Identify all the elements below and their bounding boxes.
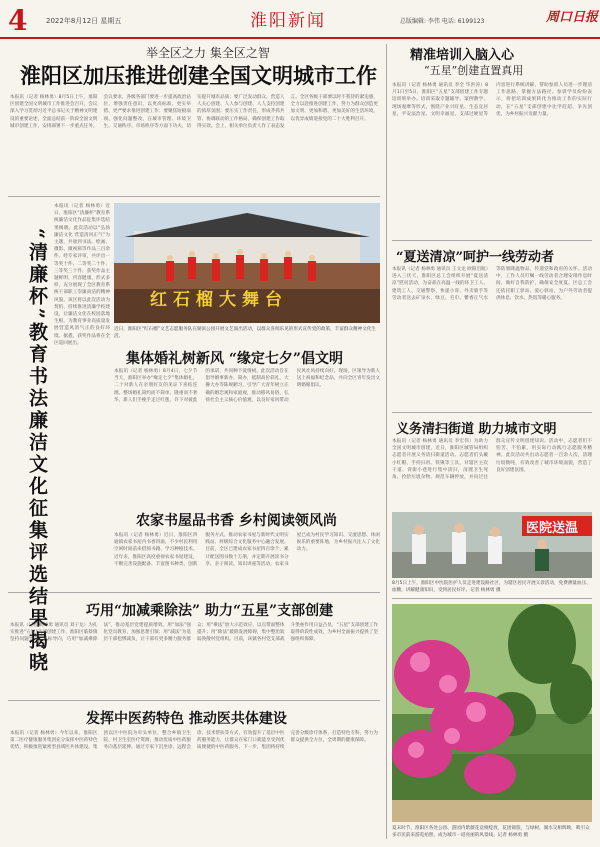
tcm-headline: 发挥中医药特色 推动医共体建设	[86, 711, 287, 727]
volunteer-divider	[392, 598, 592, 599]
summer-headline: “夏送清凉”呵护一线劳动者	[396, 250, 554, 265]
date-line: 2022年8月12日 星期五	[46, 17, 122, 25]
garden-photo	[392, 604, 592, 822]
party-headline: 巧用“加减乘除法” 助力“五星”支部创建	[86, 603, 334, 619]
right-column-divider	[386, 44, 387, 839]
garden-photo-art	[392, 604, 592, 822]
editors-line: 总版编辑: 李伟 电话: 6199123	[400, 18, 485, 25]
lead-body: 本报讯（记者 杨林勇）8月5日上午，淮阳区创建全国文明城市工作推进会召开。会议深入学习贯彻习近平总书记关于精神文明建设的重要论述，全面总结前一阶段全国文明城市创建工作，安排部署下一步重点任务。会议要求，各级各部门要进一步提高政治站位，增强责任意识，以更高标准、更实举措、更严要求推进创建工作；要聚焦短板弱项，强化问题整改，在城市管理、环境卫生、交通秩序、市场秩序等方面下功夫，切实提升城市品质；要广泛发动群众，营造人人关心创建、人人参与创建、人人支持创建的浓厚氛围；要压实工作责任，形成齐抓共管、协调联动的工作格局，确保创建工作取得实效。会上，相关单位负责人作了表态发言。全区各级干部要以时不我待的紧迫感，全力以赴推进创建工作，努力为群众创造更加文明、更加和谐、更加美好的生活环境，以优异成绩迎接党的二十大胜利召开。	[10, 95, 378, 129]
summer-body: 本报讯（记者 杨林勇 通讯员 王文龙 欧阳启航）进入三伏天，淮阳区总工会组织开展“夏送清凉”慰问活动，为奋战在高温一线的环卫工人、建筑工人、交通警察、快递小哥、外卖骑手等劳动者送去矿泉水、绿豆、毛巾、藿香正气水等防暑降温物品，传递党和政府的关怀。活动中，工作人员叮嘱一线劳动者合理安排作息时间，做好自我防护，确保安全度夏。区总工会还依托职工驿站、爱心驿站，为户外劳动者提供休息、饮水、热饭等暖心服务。	[392, 267, 592, 301]
stage-banner: 红石榴大舞台	[150, 290, 288, 310]
section-title: 淮阳新闻	[250, 11, 326, 31]
garden-caption: 夏末时节，淮阳区各处公园、游园内紫薇花竞相绽放，花团锦簇，与绿树、湖水交相辉映，吸引众多市民前来游览拍照，成为城市一道亮丽的风景线。记者 杨林勇 摄	[392, 826, 590, 838]
summer-divider	[392, 412, 592, 413]
training-divider	[392, 240, 592, 241]
lead-headline: 淮阳区加压推进创建全国文明城市工作	[20, 63, 377, 88]
medical-photo	[392, 512, 592, 578]
wedding-body: 本报讯（记者 杨林勇）8月4日，七夕节当天，淮阳区举办“缘定七夕”集体婚礼，二十对新人在亲朋好友的见证下喜结连理。整场婚礼简约而不简单，隆重而不奢华，新人们手挽手走过红毯，许下对彼此的承诺，共同种下爱情树。此次活动旨在倡导婚事新办、简办，抵制高价彩礼、大操大办等陈规陋习，引导广大青年树立正确的婚恋观和家庭观，推动移风易俗，弘扬社会主义核心价值观，以良好家风带动民风社风持续向好。现场，区领导为新人送上祝福和纪念品，并向全区青年发出文明婚嫁倡议。	[114, 369, 380, 403]
medical-caption: 8月5日上午，淮阳区中医院医护人员走进建设路社区，为辖区居民开展义诊活动，免费测量血压、血糖，讲解健康知识，受到居民好评。记者 杨林勇 摄	[392, 581, 591, 593]
volunteer-body: 本报讯（记者 杨林勇 通讯员 李宏伟）为助力全国文明城市创建，近日，淮阳区城管局组织志愿者开展义务清扫街道活动。志愿者们头戴小红帽，手持扫帚、铁锹等工具，对辖区主次干道、背街小巷进行集中清扫，清理卫生死角、捡拾垃圾杂物、规范车辆停放，并向过往群众宣传文明创建知识。活动中，志愿者们不怕苦、不怕累，用实际行动践行志愿服务精神。此次活动共出动志愿者一百余人次，清理垃圾数吨，有效改善了城市环境面貌，营造了良好创建氛围。	[392, 439, 592, 481]
lead-divider	[8, 196, 380, 197]
party-divider	[8, 592, 380, 593]
lead-kicker: 举全区之力 集全区之智	[146, 46, 270, 60]
clean-gov-headline: “清廉杯”教育书法廉洁文化征集评选结果揭晓	[26, 228, 48, 674]
farm-body: 本报讯（记者 杨林勇）近日，淮阳区四通镇农家书屋内书香四溢，不少村民利用空闲时间前来借阅书籍、学习种植技术。近年来，淮阳区高度重视农家书屋建设，不断完善设施配备、丰富图书种类、创新服务方式，推动农家书屋与新时代文明实践站、村级综合文化服务中心融合发展。目前，全区已建成农家书屋四百余个，累计配送图书数十万册，并定期开展读书分享、亲子阅读、知识讲座等活动。农家书屋已成为村民学习知识、交流思想、休闲娱乐的重要阵地，为乡村振兴注入了文化动力。	[114, 533, 380, 567]
farm-headline: 农家书屋品书香 乡村阅读领风尚	[136, 513, 337, 529]
stage-photo	[114, 203, 380, 323]
medical-banner: 医院送温	[526, 521, 579, 536]
training-headline: 精准培训入脑入心	[410, 48, 515, 63]
newspaper-logo: 周口日报	[546, 10, 599, 25]
clean-gov-body: 本报讯（记者 杨林勇）近日，淮阳区“清廉杯”教育系统廉洁文化作品征集评选结果揭晓。此次活动以“弘扬廉洁文化 营造清风正气”为主题，共收到书法、绘画、摄影、微视频等作品三百余件。经专家评审，共评出一等奖十件、二等奖二十件、三等奖三十件。获奖作品主题鲜明、内容健康、形式多样，充分展现了全区教育系统干部职工崇廉尚洁的精神风貌。该区将以此次活动为契机，持续推进清廉学校建设，让廉洁文化在校园落地生根，为教育事业高质量发展营造风清气正的良好环境。据悉，获奖作品将在全区巡回展出。	[54, 204, 110, 346]
volunteer-headline: 义务清扫街道 助力城市文明	[396, 422, 557, 437]
training-subhead: “五星”创建直置真用	[424, 64, 524, 77]
stage-caption: 近日，淮阳区“红石榴”文艺志愿服务队在湖滨公园开展文艺演出活动，以群众喜闻乐见的形式宣传党的政策，丰富群众精神文化生活。	[114, 327, 377, 339]
page-number: 4	[8, 4, 28, 37]
wedding-headline: 集体婚礼树新风 “缘定七夕”倡文明	[126, 351, 343, 367]
tcm-divider	[8, 700, 380, 701]
training-body: 本报讯（记者 杨林勇 通讯员 李全 毕洪涛）8月1日至5日，淮阳区“五星”支部创建工作专题培训班举办。培训采取专题辅导、案例教学、现场观摩等形式，围绕产业兴旺星、生态宜居星、平安法治星、文明幸福星、支部过硬星等内容进行系统讲解，帮助参训人员进一步理清工作思路、掌握方法路径。参训学员纷纷表示，将把培训成果转化为推动工作的实际行动，在“五星”支部创建中比学赶超、争先创优，为乡村振兴贡献力量。	[392, 83, 592, 117]
tcm-body: 本报讯（记者 杨林勇）今年以来，淮阳区第二医疗健康服务集团充分发挥中医药特色优势，积极推进紧密型县域医共体建设。集团以区中医院为牵头单位，整合乡镇卫生院、村卫生室医疗资源，推动优质中医药服务向基层延伸。通过专家下沉坐诊、远程会诊、技术帮扶等方式，有效提升了基层中医药服务能力，让群众在家门口就能享受到优质便捷的中医药服务。下一步，集团将持续完善分级诊疗体系，打造特色专科，努力为群众提供全方位、全周期的健康保障。	[10, 731, 378, 751]
party-body: 本报讯（记者 杨林勇 通讯员 刘子龙）为扎实推进“五星”支部创建工作，淮阳区临蔡镇坚持问题导向、目标导向，巧用“加减乘除法”，推动基层党建提质增效。用“加法”强化党员教育，加强思想引领；用“减法”为基层干部松绑减负，让干部有更多精力服务群众；用“乘法”放大示范效应，以点带面整体提升；用“除法”破除发展障碍，集中整治软弱涣散村党组织。目前，该镇各村党支部战斗堡垒作用日益凸显，“五星”支部创建工作取得阶段性成效，为乡村全面振兴提供了坚强组织保障。	[10, 623, 378, 643]
top-rule	[0, 37, 600, 39]
